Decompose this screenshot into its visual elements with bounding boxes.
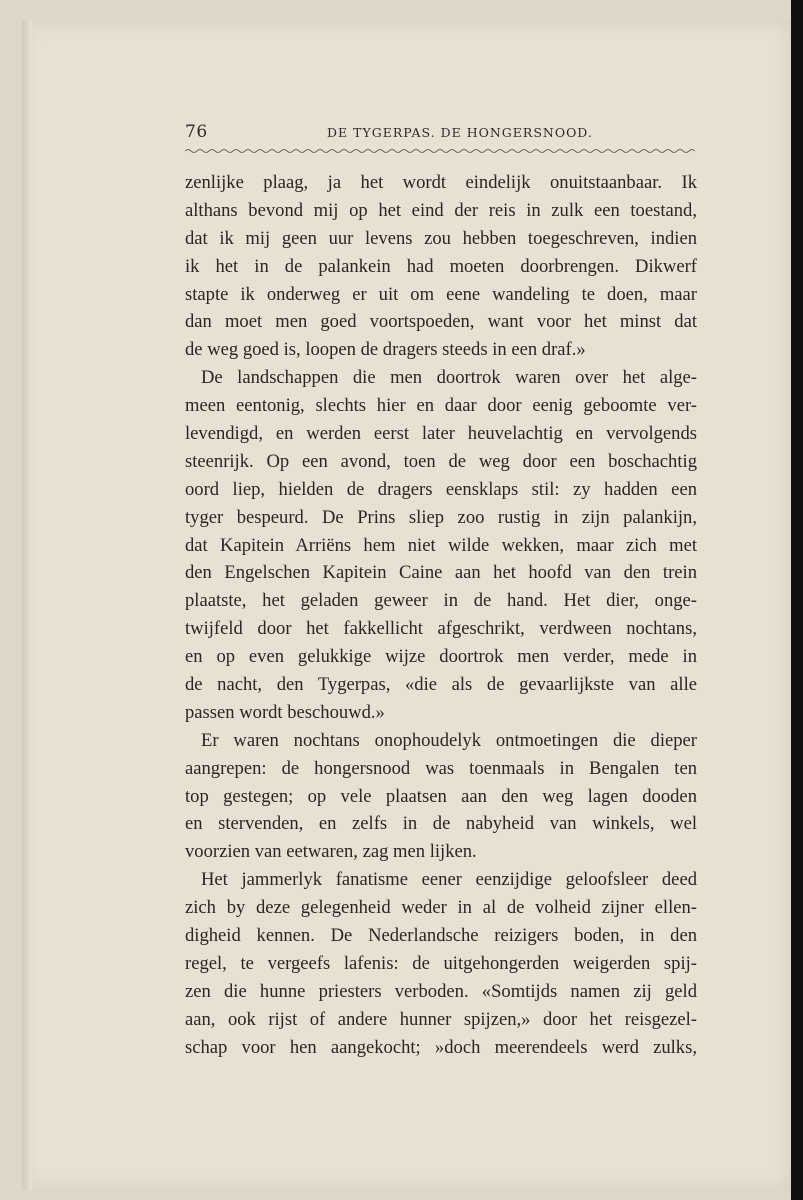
scan-border <box>791 0 803 1200</box>
text-line: de nacht, den Tygerpas, «die als de gevaarlijkste van alle <box>185 674 697 696</box>
text-line: zen die hunne priesters verboden. «Somtijds namen zij geld <box>185 980 697 1002</box>
text-line: zich by deze gelegenheid weder in al de volheid zijner ellen- <box>185 897 697 919</box>
running-title: DE TYGERPAS. DE HONGERSNOOD. <box>327 125 593 140</box>
text-line: dan moet men goed voortspoeden, want voor het minst dat <box>185 311 697 333</box>
text-line: den Engelschen Kapitein Caine aan het hoofd van den trein <box>185 562 697 584</box>
text-line: de weg goed is, loopen de dragers steeds in een draf.» <box>185 339 586 361</box>
text-line: tyger bespeurd. De Prins sliep zoo rustig in zijn palankijn, <box>185 506 697 528</box>
text-line: twijfeld door het fakkellicht afgeschrikt, verdween nochtans, <box>185 618 697 640</box>
body-text <box>185 169 697 1062</box>
text-line: voorzien van eetwaren, zag men lijken. <box>185 841 477 863</box>
text-line: top gestegen; op vele plaatsen aan den weg lagen dooden <box>185 785 697 807</box>
paragraph-start-line: Het jammerlyk fanatisme eener eenzijdige geloofsleer deed <box>201 869 697 891</box>
text-line: plaatste, het geladen geweer in de hand. Het dier, onge- <box>185 590 697 612</box>
page-number: 76 <box>185 122 208 142</box>
text-line: schap voor hen aangekocht; »doch meerendeels werd zulks, <box>185 1036 697 1058</box>
text-line: dat ik mij geen uur levens zou hebben toegeschreven, indien <box>185 227 697 249</box>
text-line: digheid kennen. De Nederlandsche reizigers boden, in den <box>185 925 697 947</box>
text-line: passen wordt beschouwd.» <box>185 701 385 723</box>
text-line: en op even gelukkige wijze doortrok men verder, mede in <box>185 646 697 668</box>
paragraph-start-line: De landschappen die men doortrok waren over het alge- <box>201 367 697 389</box>
text-line: zenlijke plaag, ja het wordt eindelijk onuitstaanbaar. Ik <box>185 172 697 193</box>
paragraph-start-line: Er waren nochtans onophoudelyk ontmoetingen die dieper <box>201 729 697 751</box>
text-line: aangrepen: de hongersnood was toenmaals in Bengalen ten <box>185 757 697 779</box>
running-header <box>185 122 695 146</box>
text-line: dat Kapitein Arriëns hem niet wilde wekken, maar zich met <box>185 534 697 556</box>
text-line: ik het in de palankein had moeten doorbrengen. Dikwerf <box>185 255 697 277</box>
text-line: steenrijk. Op een avond, toen de weg door een boschachtig <box>185 450 697 472</box>
page-gutter-shadow <box>22 20 32 1190</box>
text-line: aan, ook rijst of andere hunner spijzen,» door het reisgezel- <box>185 1008 697 1030</box>
text-line: levendigd, en werden eerst later heuvelachtig en vervolgends <box>185 423 697 445</box>
text-line: oord liep, hielden de dragers eensklaps stil: zy hadden een <box>185 478 697 500</box>
text-line: regel, te vergeefs lafenis: de uitgehongerden weigerden spij- <box>185 952 697 974</box>
text-line: stapte ik onderweg er uit om eene wandeling te doen, maar <box>185 283 697 305</box>
text-line: en stervenden, en zelfs in de nabyheid van winkels, wel <box>185 813 697 835</box>
header-wavy-rule <box>185 148 695 154</box>
text-line: meen eentonig, slechts hier en daar door eenig geboomte ver- <box>185 395 697 417</box>
text-line: althans bevond mij op het eind der reis in zulk een toestand, <box>185 199 697 221</box>
